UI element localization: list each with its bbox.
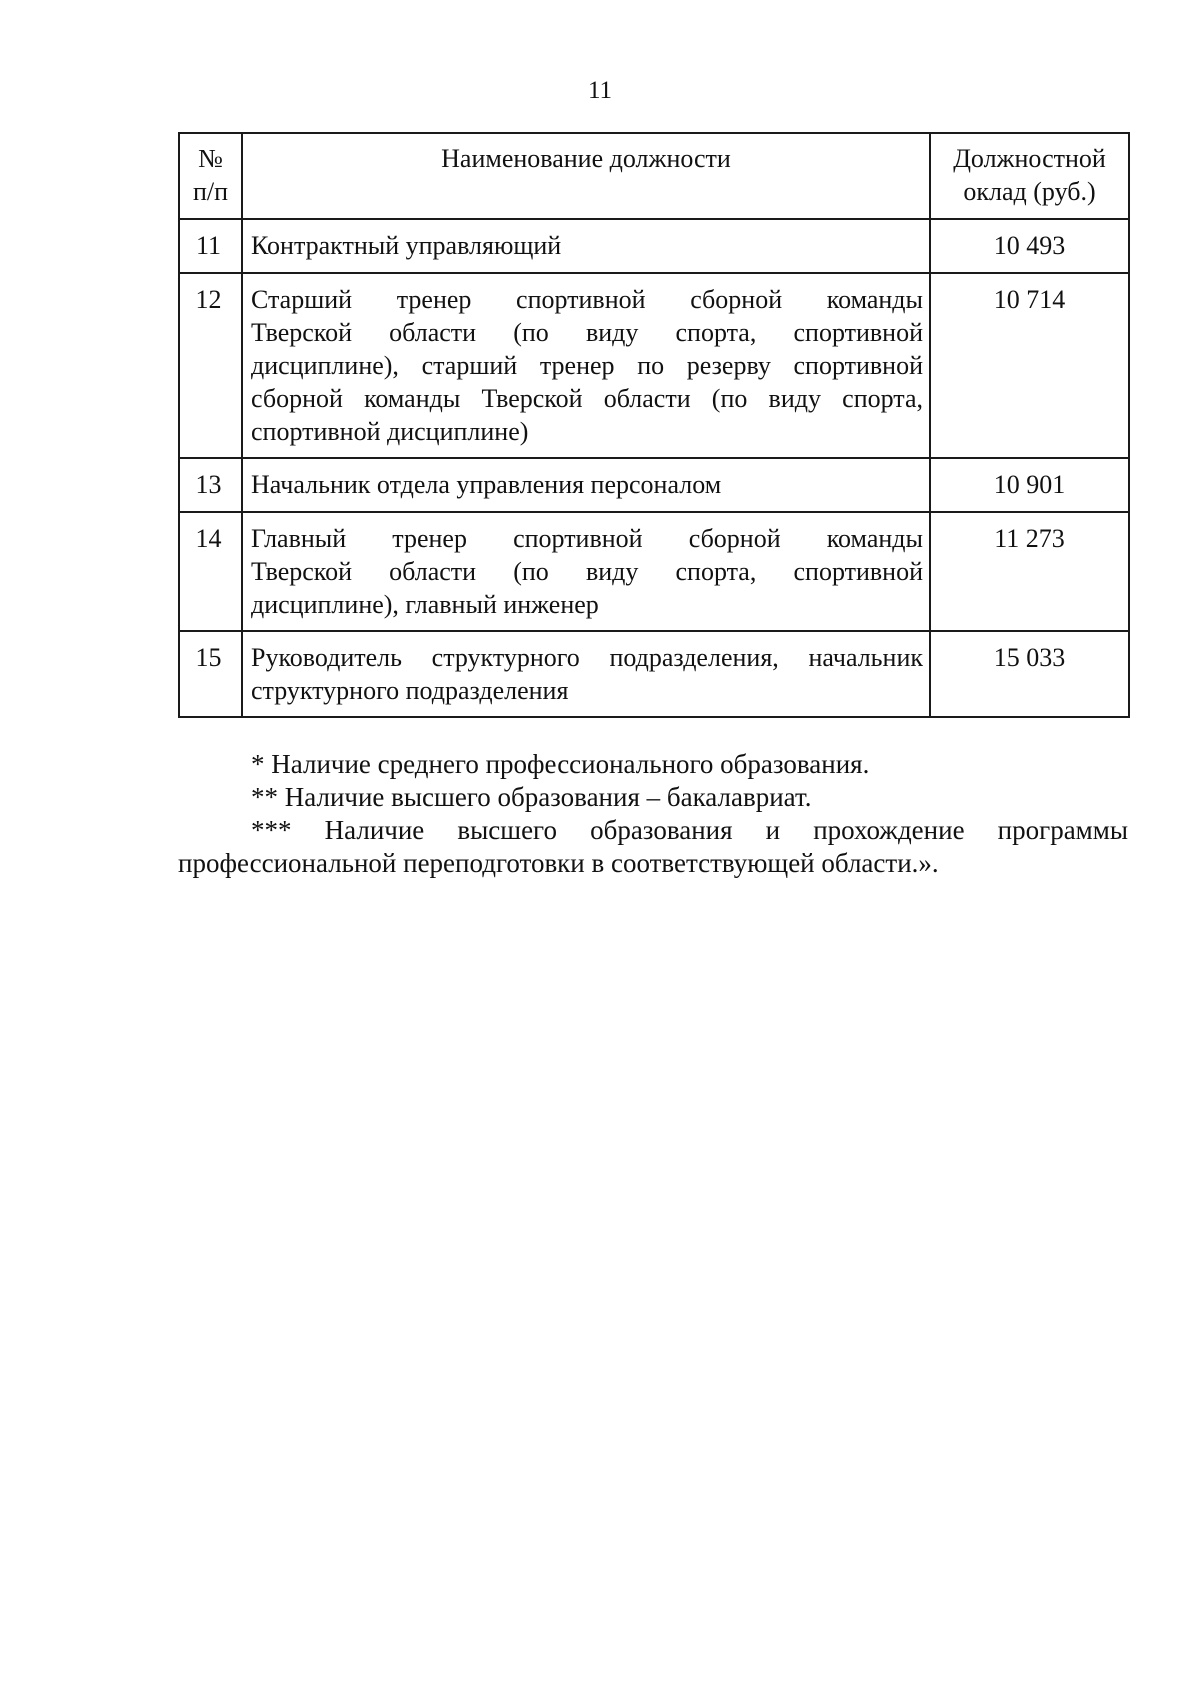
salary-value: 10 901 (930, 458, 1129, 512)
header-number-line-1: № (198, 144, 223, 173)
position-name-line: Начальник отдела управления персоналом (251, 470, 722, 499)
row-number: 12 (179, 273, 242, 458)
position-name-line: Старший тренер спортивной сборной команды (251, 285, 923, 314)
row-number: 13 (179, 458, 242, 512)
position-name-line: Тверской области (по виду спорта, спортивной (251, 557, 923, 586)
position-name-line: структурного подразделения (251, 676, 569, 705)
position-name-line: Главный тренер спортивной сборной команды (251, 524, 923, 553)
position-name (242, 512, 930, 631)
position-name (242, 458, 930, 512)
table-header-row (179, 133, 1129, 219)
position-name-line: спортивной дисциплине) (251, 417, 529, 446)
position-name (242, 273, 930, 458)
header-position-name: Наименование должности (242, 133, 930, 219)
header-salary-line-2: оклад (руб.) (963, 177, 1096, 206)
row-number: 15 (179, 631, 242, 717)
footnote-secondary-education: * Наличие среднего профессионального образования. (251, 749, 870, 779)
salary-value: 10 714 (930, 273, 1129, 458)
table-row (179, 458, 1129, 512)
position-name-line: Тверской области (по виду спорта, спортивной (251, 318, 923, 347)
header-salary (930, 133, 1129, 219)
position-name-line: сборной команды Тверской области (по виду спорта, (251, 384, 923, 413)
page-number: 11 (587, 77, 613, 104)
position-name-line: Руководитель структурного подразделения, начальник (251, 643, 923, 672)
header-number-line-2: п/п (192, 177, 229, 206)
table-row (179, 273, 1129, 458)
position-name-line: дисциплине), старший тренер по резерву спортивной (251, 351, 923, 380)
position-name-line: Контрактный управляющий (251, 231, 562, 260)
table-row (179, 512, 1129, 631)
footnote-higher-education-line-2: профессиональной переподготовки в соответствующей области.». (178, 848, 939, 878)
position-name (242, 219, 930, 273)
positions-salary-table (178, 132, 1130, 718)
salary-value: 10 493 (930, 219, 1129, 273)
footnotes (178, 748, 1128, 880)
salary-value: 11 273 (930, 512, 1129, 631)
position-name-line: дисциплине), главный инженер (251, 590, 599, 619)
footnote-bachelor-degree: ** Наличие высшего образования – бакалавриат. (251, 782, 812, 812)
table-row (179, 219, 1129, 273)
header-salary-line-1: Должностной (953, 144, 1106, 173)
footnote-higher-education-line-1: *** Наличие высшего образования и прохождение программы (251, 815, 1128, 845)
row-number: 11 (179, 219, 242, 273)
table-row (179, 631, 1129, 717)
header-number (179, 133, 242, 219)
row-number: 14 (179, 512, 242, 631)
salary-value: 15 033 (930, 631, 1129, 717)
position-name (242, 631, 930, 717)
